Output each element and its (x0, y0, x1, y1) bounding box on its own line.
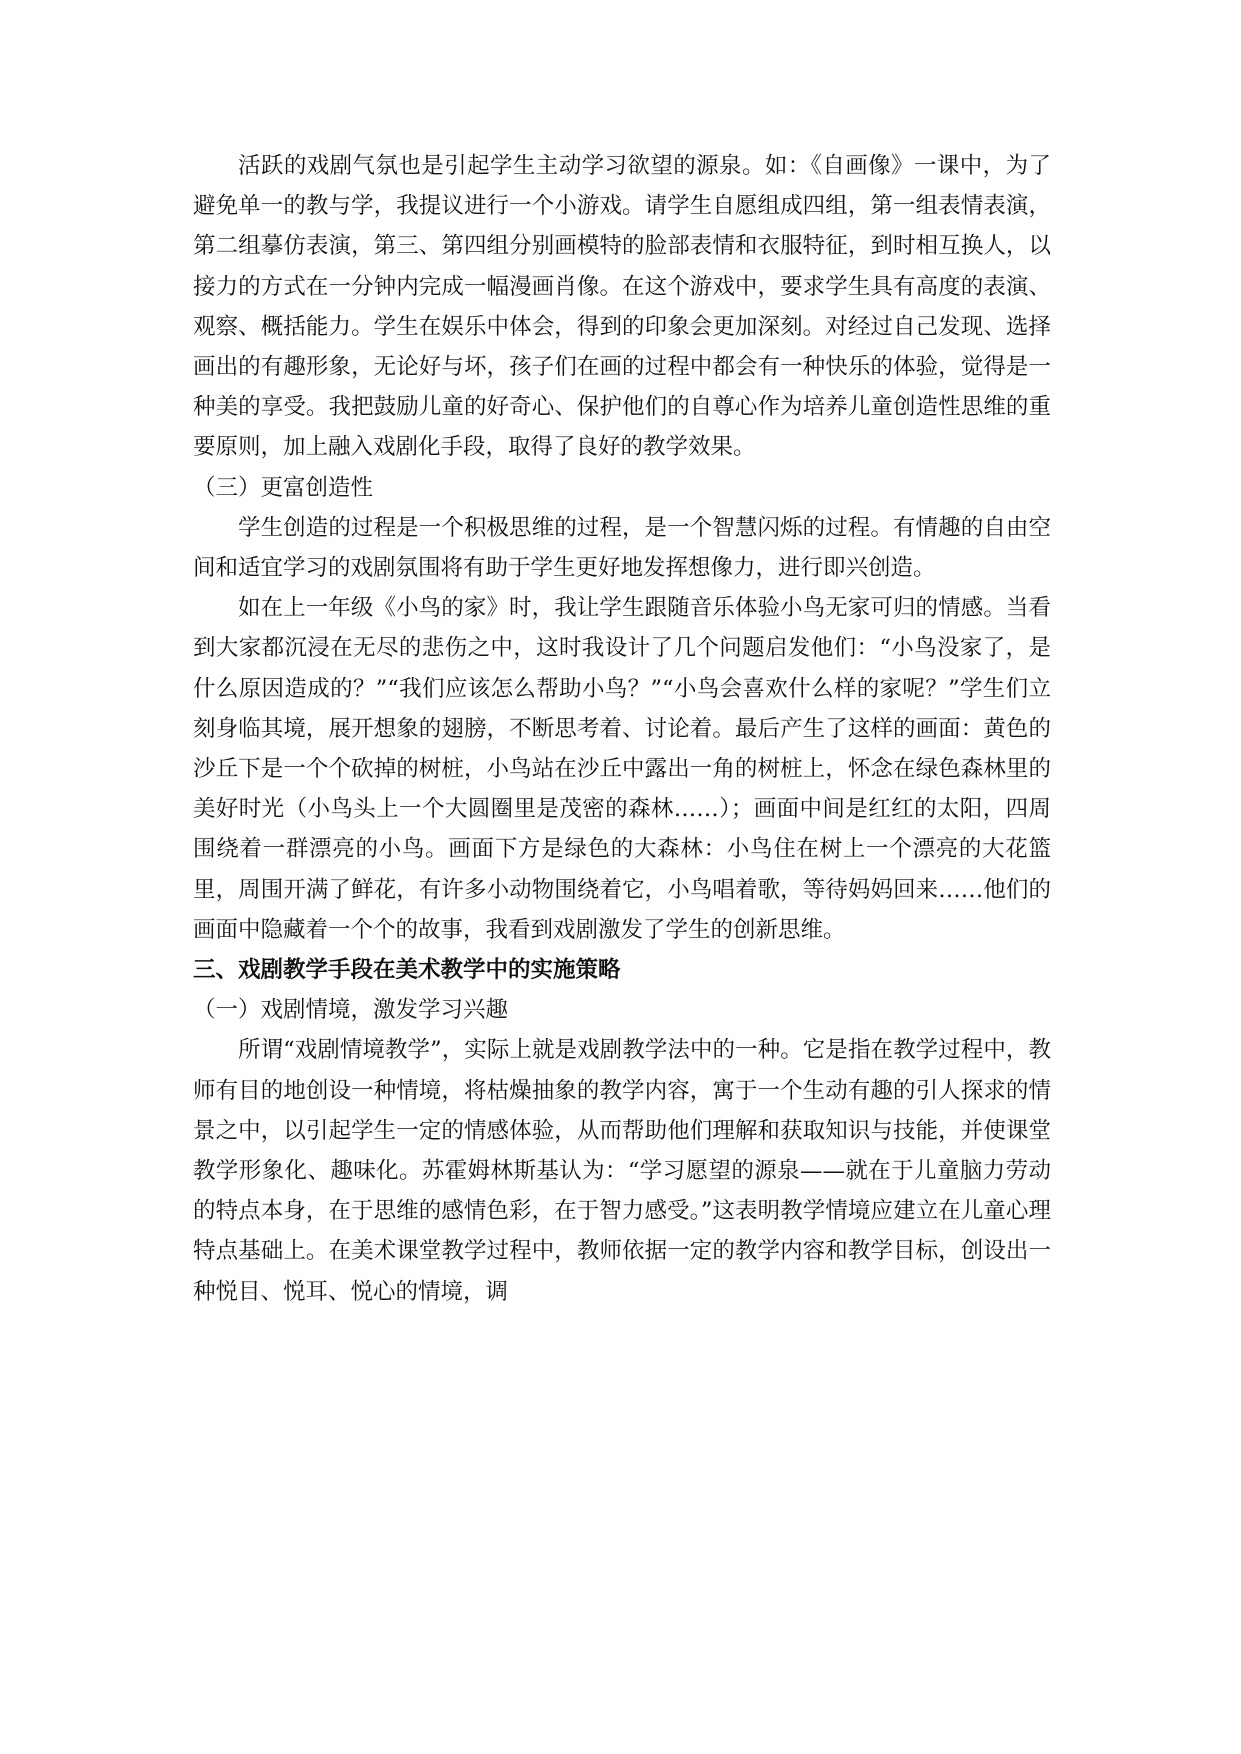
document-page (193, 146, 1051, 1312)
body-paragraph: 学生创造的过程是一个积极思维的过程，是一个智慧闪烁的过程。有情趣的自由空间和适宜学习的戏剧氛围将有助于学生更好地发挥想像力，进行即兴创造。 (193, 514, 1051, 582)
body-paragraph: 如在上一年级《小鸟的家》时，我让学生跟随音乐体验小鸟无家可归的情感。当看到大家都沉浸在无尽的悲伤之中，这时我设计了几个问题启发他们：“小鸟没家了，是什么原因造成的？”“我们应该怎么帮助小鸟？”“小鸟会喜欢什么样的家呢？”学生们立刻身临其境，展开想象的翅膀，不断思考着、讨论着。最后产生了这样的画面：黄色的沙丘下是一个个砍掉的树桩，小鸟站在沙丘中露出一角的树桩上，怀念在绿色森林里的美好时光（小鸟头上一个大圆圈里是茂密的森林……）；画面中间是红红的太阳，四周围绕着一群漂亮的小鸟。画面下方是绿色的大森林：小鸟住在树上一个漂亮的大花篮里，周围开满了鲜花，有许多小动物围绕着它，小鸟唱着歌，等待妈妈回来……他们的画面中隐藏着一个个的故事，我看到戏剧激发了学生的创新思维。 (193, 595, 1051, 943)
section-subheading: （三）更富创造性 (193, 474, 374, 501)
section-heading: 三、戏剧教学手段在美术教学中的实施策略 (193, 957, 621, 984)
body-paragraph: 所谓“戏剧情境教学”，实际上就是戏剧教学法中的一种。它是指在教学过程中，教师有目的地创设一种情境，将枯燥抽象的教学内容，寓于一个生动有趣的引人探求的情景之中，以引起学生一定的情感体验，从而帮助他们理解和获取知识与技能，并使课堂教学形象化、趣味化。苏霍姆林斯基认为：“学习愿望的源泉——就在于儿童脑力劳动的特点本身，在于思维的感情色彩，在于智力感受。”这表明教学情境应建立在儿童心理特点基础上。在美术课堂教学过程中，教师依据一定的教学内容和教学目标，创设出一种悦目、悦耳、悦心的情境，调 (193, 1037, 1051, 1305)
section-subheading: （一）戏剧情境，激发学习兴趣 (193, 997, 509, 1024)
body-paragraph: 活跃的戏剧气氛也是引起学生主动学习欲望的源泉。如：《自画像》一课中，为了避免单一的教与学，我提议进行一个小游戏。请学生自愿组成四组，第一组表情表演，第二组摹仿表演，第三、第四组分别画模特的脸部表情和衣服特征，到时相互换人，以接力的方式在一分钟内完成一幅漫画肖像。在这个游戏中，要求学生具有高度的表演、观察、概括能力。学生在娱乐中体会，得到的印象会更加深刻。对经过自己发现、选择画出的有趣形象，无论好与坏，孩子们在画的过程中都会有一种快乐的体验，觉得是一种美的享受。我把鼓励儿童的好奇心、保护他们的自尊心作为培养儿童创造性思维的重要原则，加上融入戏剧化手段，取得了良好的教学效果。 (193, 153, 1051, 461)
